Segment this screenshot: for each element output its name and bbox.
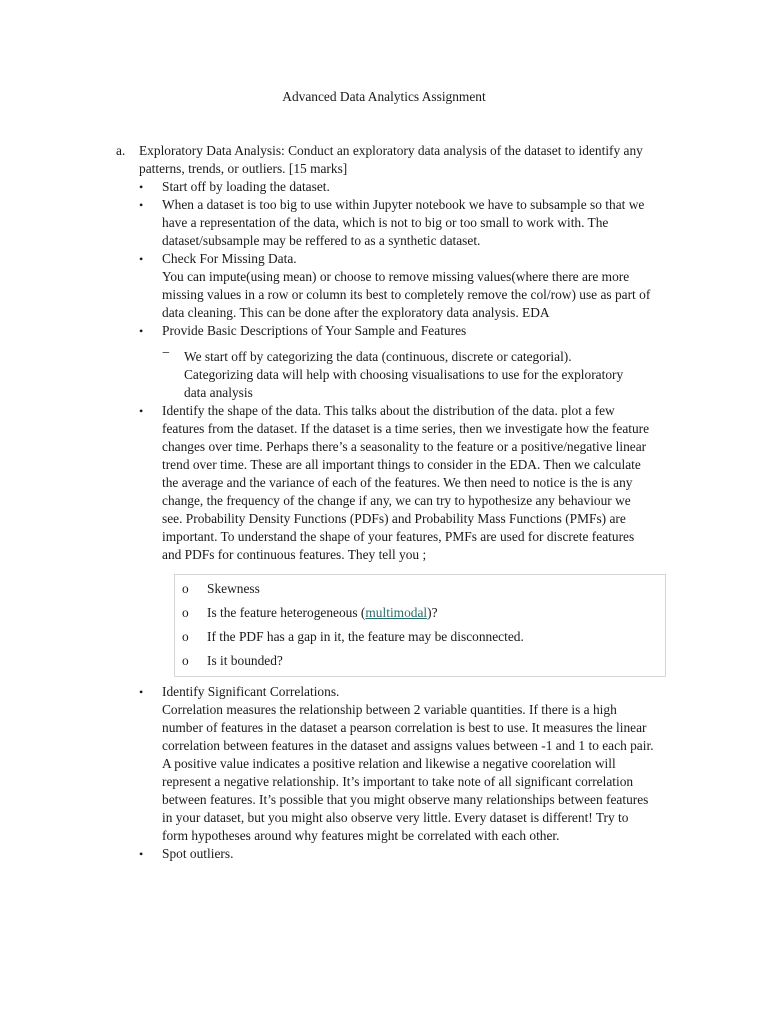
sublist-item-text: If the PDF has a gap in it, the feature may be disconnected. — [207, 629, 524, 644]
feature-properties-box — [174, 574, 666, 677]
bullet-icon: • — [139, 324, 144, 338]
bullet-text: Identify the shape of the data. This talks about the distribution of the data. plot a few features from the dataset. If the dataset is a time series, then we investigate how the feature changes over time. Perhaps there’s a seasonality to the feature or a positive/negative linear trend over time. These are all important things to consider in the EDA. Then we calculate the average and the variance of each of the features. We then need to notice is the is any change, the frequency of the change if any, we can try to hypothesize any behaviour we see. Probability Density Functions (PDFs) and Probability Mass Functions (PMFs) are important. To understand the shape of your features, PMFs are used for discrete features and PDFs for continuous features. They tell you ; — [162, 403, 650, 562]
sublist-item-text: Is it bounded? — [207, 653, 283, 668]
list-item-correlations — [138, 683, 654, 845]
bullet-icon: • — [139, 404, 144, 418]
text-after-link: )? — [427, 605, 438, 620]
document-title: Advanced Data Analytics Assignment — [282, 89, 486, 104]
bullet-list — [138, 178, 654, 863]
section-a-header — [116, 142, 676, 178]
bullet-icon: • — [139, 252, 144, 266]
bullet-body: Correlation measures the relationship between 2 variable quantities. If there is a high number of features in the dataset a pearson correlation is best to use. It measures the linear correlation between features in the dataset and assigns values between -1 and 1 to each pair. A positive value indicates a positive relation and likewise a negative coorelation will represent a negative relationship. It’s important to take note of all significant correlation between features. It’s possible that you might observe many relationships between features in your dataset, but you might also observe very little. Every dataset is different! Try to form hypotheses around why features might be correlated with each other. — [162, 702, 654, 843]
section-marker: a. — [116, 143, 126, 158]
dash-icon: − — [162, 346, 170, 361]
circle-bullet-icon: o — [182, 653, 189, 668]
multimodal-link[interactable]: multimodal — [365, 605, 428, 620]
circle-bullet-icon: o — [182, 629, 189, 644]
bullet-text: When a dataset is too big to use within Jupyter notebook we have to subsample so that we have a representation of the data, which is not to big or too small to work with. The dataset/subsample may be reffered to as a synthetic dataset. — [162, 197, 645, 248]
bullet-text: Start off by loading the dataset. — [162, 179, 330, 194]
list-item-subsample — [138, 196, 654, 250]
sublist-item-text: Skewness — [207, 581, 260, 596]
sublist-item-heterogeneous — [175, 601, 665, 625]
bullet-icon: • — [139, 198, 144, 212]
list-item-shape-of-data — [138, 402, 654, 677]
bullet-text: Provide Basic Descriptions of Your Sample and Features — [162, 323, 467, 338]
sublist-item-bounded — [175, 649, 665, 673]
list-item-outliers — [138, 845, 654, 863]
section-a-text: Exploratory Data Analysis: Conduct an exploratory data analysis of the dataset to identify any patterns, trends, or outliers. [15 marks] — [139, 143, 643, 176]
bullet-body: You can impute(using mean) or choose to remove missing values(where there are more missing values in a row or column its best to completely remove the col/row) use as part of data cleaning. This can be done after the exploratory data analysis. EDA — [162, 269, 651, 320]
list-item-load-dataset — [138, 178, 654, 196]
dash-sublist — [162, 348, 654, 402]
circle-bullet-icon: o — [182, 605, 189, 620]
sublist-item-gap — [175, 625, 665, 649]
dash-item-text: We start off by categorizing the data (continuous, discrete or categorial). Categorizing data will help with choosing visualisations to use for the exploratory data analysis — [184, 349, 624, 400]
sublist-item-text — [207, 604, 438, 622]
bullet-icon: • — [139, 685, 144, 699]
circle-bullet-icon: o — [182, 581, 189, 596]
list-item-missing-data — [138, 250, 654, 322]
bullet-text: Spot outliers. — [162, 846, 234, 861]
dash-item — [162, 348, 634, 402]
list-item-basic-descriptions — [138, 322, 654, 402]
section-a — [116, 142, 676, 863]
bullet-icon: • — [139, 180, 144, 194]
sublist-item-skewness — [175, 577, 665, 601]
bullet-icon: • — [139, 847, 144, 861]
text-before-link: Is the feature heterogeneous ( — [207, 605, 366, 620]
bullet-heading: Identify Significant Correlations. — [162, 684, 340, 699]
bullet-heading: Check For Missing Data. — [162, 251, 297, 266]
